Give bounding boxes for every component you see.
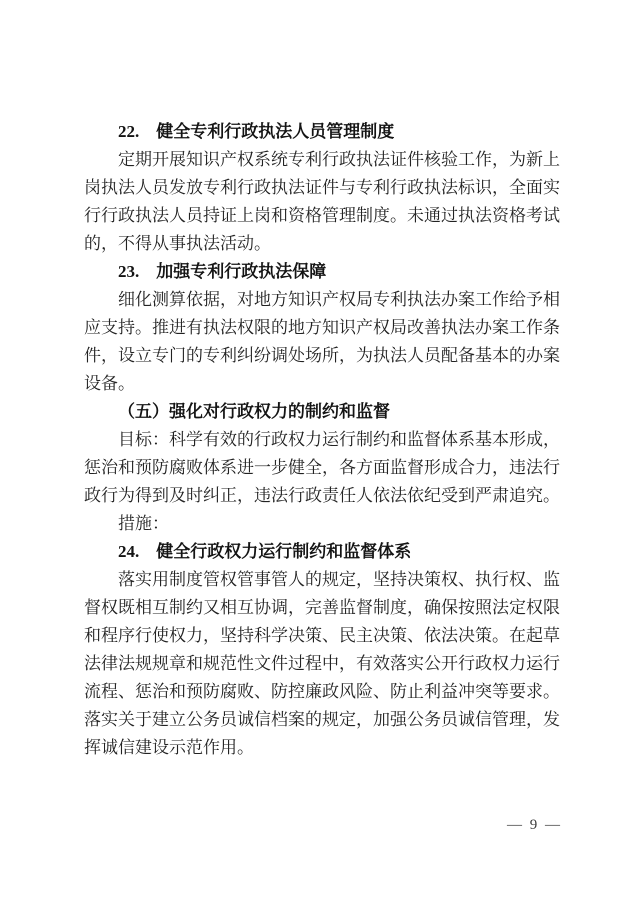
paragraph-item-23: 细化测算依据，对地方知识产权局专利执法办案工作给予相应支持。推进有执法权限的地方知识产权局改善执法办案工作条件，设立专门的专利纠纷调处场所，为执法人员配备基本的办案设备。 [84, 290, 560, 393]
heading-item-22: 22. 健全专利行政执法人员管理制度 [118, 122, 395, 141]
heading-item-24: 24. 健全行政权力运行制约和监督体系 [118, 542, 412, 561]
paragraph-measures-label: 措施： [118, 514, 169, 533]
page-number: — 9 — [507, 817, 562, 833]
heading-item-23: 23. 加强专利行政执法保障 [118, 262, 327, 281]
paragraph-item-24: 落实用制度管权管事管人的规定，坚持决策权、执行权、监督权既相互制约又相互协调，完善监督制度，确保按照法定权限和程序行使权力，坚持科学决策、民主决策、依法决策。在起草法律法规规章和规范性文件过程中，有效落实公开行政权力运行流程、惩治和预防腐败、防控廉政风险、防止利益冲突等要求。落实关于建立公务员诚信档案的规定，加强公务员诚信管理，发挥诚信建设示范作用。 [84, 570, 560, 757]
heading-section-5: （五）强化对行政权力的制约和监督 [118, 402, 390, 421]
paragraph-goal: 目标：科学有效的行政权力运行制约和监督体系基本形成，惩治和预防腐败体系进一步健全，各方面监督形成合力，违法行政行为得到及时纠正，违法行政责任人依法依纪受到严肃追究。 [84, 430, 560, 505]
document-text-block [84, 118, 560, 762]
paragraph-item-22: 定期开展知识产权系统专利行政执法证件核验工作，为新上岗执法人员发放专利行政执法证件与专利行政执法标识，全面实行行政执法人员持证上岗和资格管理制度。未通过执法资格考试的，不得从事执法活动。 [84, 150, 560, 253]
